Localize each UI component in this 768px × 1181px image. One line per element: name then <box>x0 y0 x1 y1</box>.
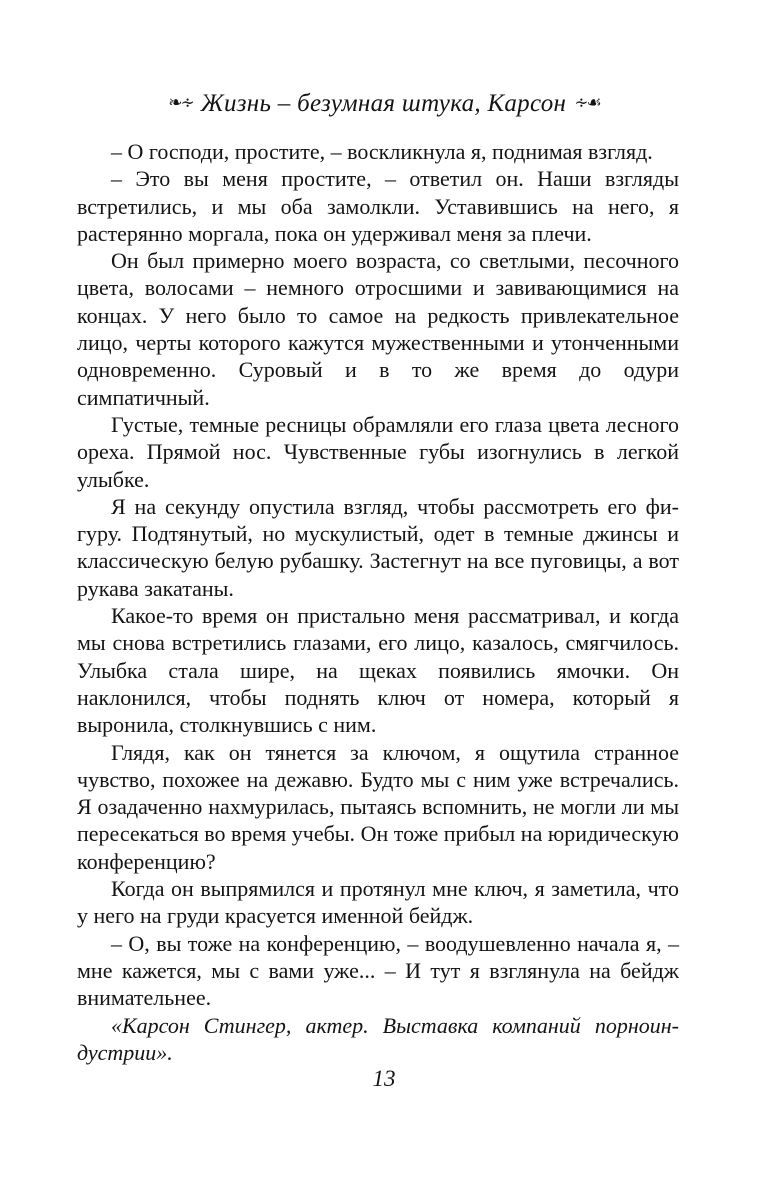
paragraph: – О, вы тоже на конференцию, – воодушевленно начала я, – мне кажется, мы с вами уже... – И тут я взглянула на бейдж внимательнее. <box>77 930 679 1011</box>
badge-quote: «Карсон Стингер, актер. Выставка компаний порноиндустрии». <box>77 1012 679 1065</box>
paragraph: Когда он выпрямился и протянул мне ключ, я заметила, что у него на груди красуется именной бейдж. <box>77 876 679 929</box>
body-text <box>77 138 679 1066</box>
paragraph: Какое-то время он пристально меня рассматривал, и когда мы снова встретились глазами, его лицо, казалось, смягчилось. Улыбка стала шире, на щеках появились ямочки. Он наклонился, чтобы поднять ключ от номера, который я выронила, столкнувшись с ним. <box>77 603 679 738</box>
paragraph: – Это вы меня простите, – ответил он. Наши взгляды встретились, и мы оба замолкли. Уставившись на него, я растерянно моргала, пока он удерживал меня за плечи. <box>77 166 679 246</box>
paragraph: Густые, темные ресницы обрамляли его глаза цвета лесного ореха. Прямой нос. Чувственные губы изогнулись в легкой улыбке. <box>77 411 679 492</box>
paragraph: Я на секунду опустила взгляд, чтобы рассмотреть его фигуру. Подтянутый, но мускулистый, одет в темные джинсы и классическую белую рубашку. Застегнут на все пуговицы, а вот рукава закатаны. <box>77 493 679 601</box>
page-number: 13 <box>372 1066 396 1091</box>
running-head <box>0 86 768 121</box>
right-ornament-icon: ∻☙ <box>574 93 600 112</box>
paragraph: Глядя, как он тянется за ключом, я ощутила странное чувство, похожее на дежавю. Будто мы с ним уже встречались. Я озадаченно нахмурилась, пытаясь вспомнить, не могли ли мы пересекаться во время учебы. Он тоже прибыл на юридическую конференцию? <box>77 739 679 874</box>
left-ornament-icon: ❧∻ <box>168 93 193 112</box>
paragraph: – О господи, простите, – воскликнула я, поднимая взгляд. <box>111 139 653 164</box>
paragraph: Он был примерно моего возраста, со светлыми, песочного цвета, волосами – немного отросшими и завивающимися на концах. У него было то самое на редкость привлекательное лицо, черты которого кажутся мужественными и утонченными одновременно. Суровый и в то же время до одури симпатичный. <box>77 248 679 410</box>
running-head-title: Жизнь – безумная штука, Карсон <box>200 90 567 117</box>
